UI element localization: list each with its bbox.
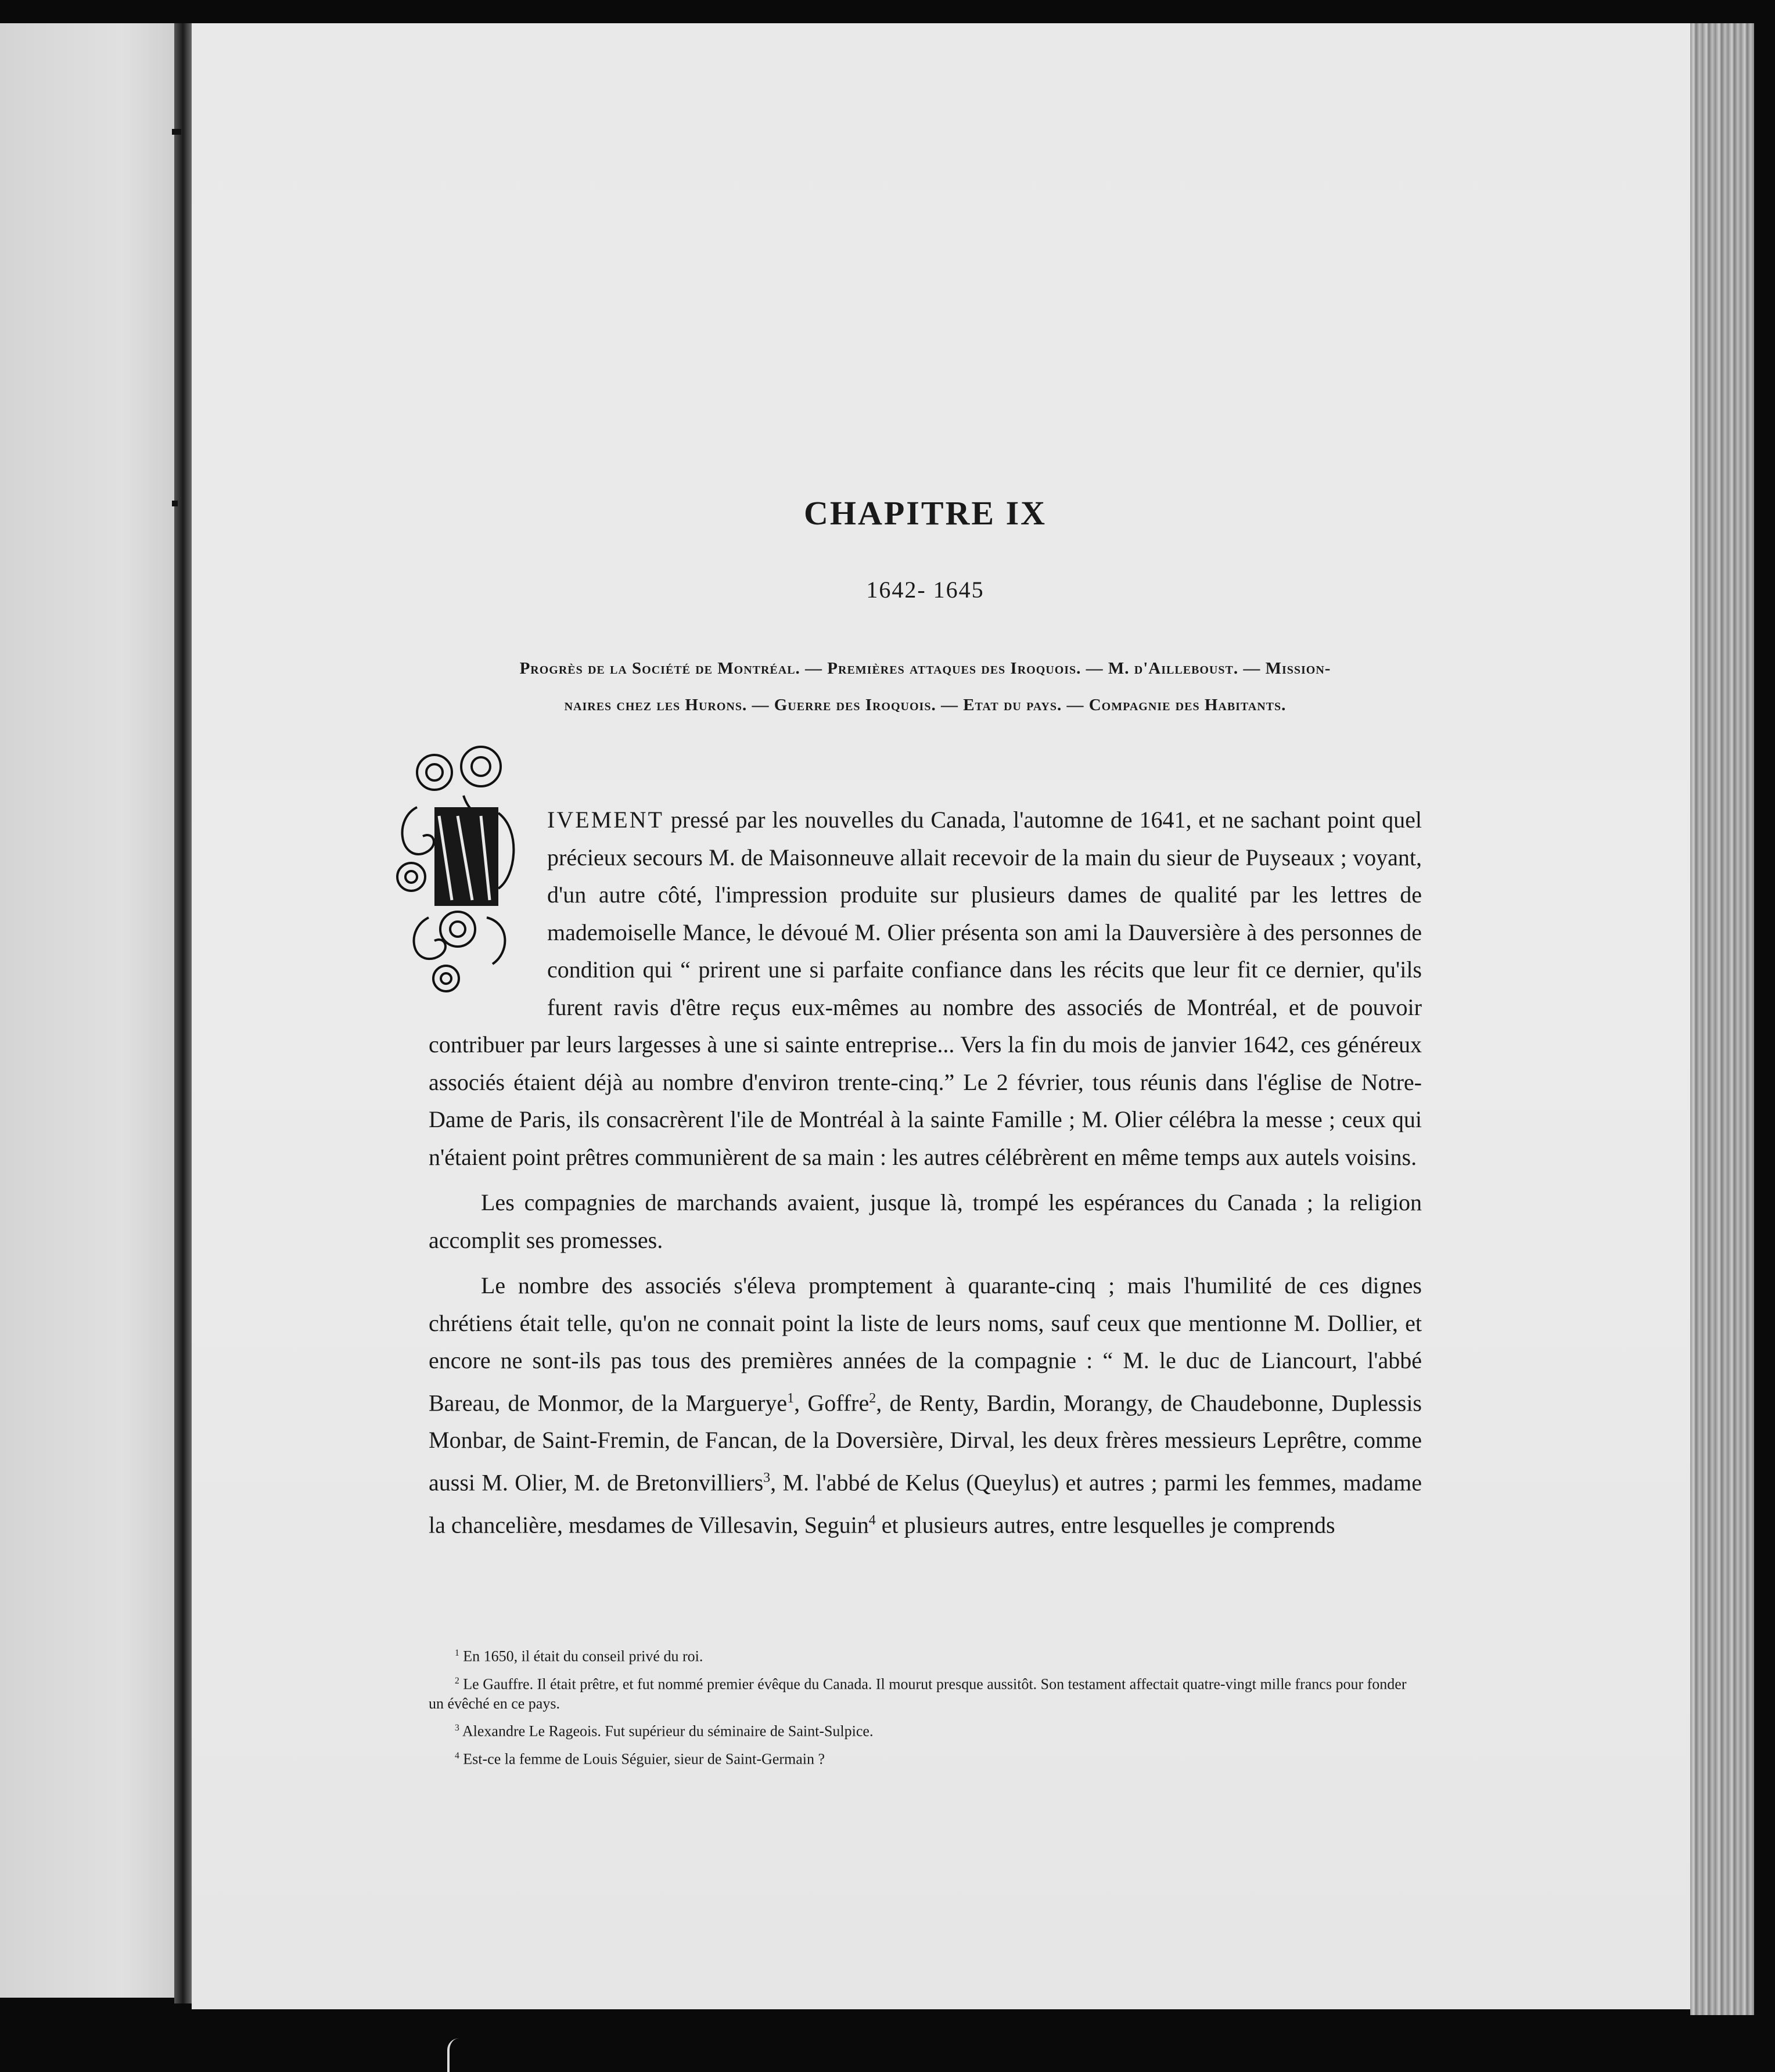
paragraph <box>429 1267 1422 1544</box>
chapter-summary <box>429 650 1422 724</box>
page-curl <box>447 2038 461 2072</box>
footnote-ref: 4 <box>868 1512 876 1528</box>
footnote-ref: 1 <box>787 1390 795 1406</box>
summary-line: Progrès de la Société de Montréal. — Premières attaques des Iroquois. — M. d'Ailleboust. — Mission- <box>519 659 1331 678</box>
book-spine <box>174 23 192 2003</box>
chapter-title: CHAPITRE IX <box>803 494 1047 532</box>
binding-mark <box>172 129 181 135</box>
paragraph-text: , de Renty, Bardin, Morangy, de Chaudebonne, Duplessis Monbar, de Saint-Fremin, de Fancan, de la Doversière, Dirval, les deux frères messieurs Leprêtre, comme aussi M. Olier, M. de Bretonvilliers <box>429 1389 1422 1496</box>
footnote: $^2$ Le Gauffre. Il était prêtre, et fut nommé premier évêque du Canada. Il mourut presque aussitôt. Son testament affectait quatre-vingt mille francs pour fonder un évêché en ce pays. <box>429 1675 1407 1713</box>
footnote-ref: 3 <box>763 1470 771 1485</box>
paragraph-text: et plusieurs autres, entre lesquelles je comprends <box>875 1511 1335 1538</box>
footnote: $^4$ Est-ce la femme de Louis Séguier, sieur de Saint-Germain ? <box>455 1750 825 1768</box>
summary-line: naires chez les Hurons. — Guerre des Iroquois. — Etat du pays. — Compagnie des Habitants. <box>564 696 1287 714</box>
body-text <box>429 801 1422 1552</box>
paragraph-text: pressé par les nouvelles du Canada, l'automne de 1641, et ne sachant point quel précieux secours M. de Maisonneuve allait recevoir de la main du sieur de Puyseaux ; voyant, d'un autre côté, l'impression produite sur plusieurs dames de qualité par les lettres de mademoiselle Mance, le dévoué M. Olier présenta son ami la Dauversière à des personnes de condition qui “ prirent une si parfaite confiance dans les récits que leur fit ce dernier, qu'ils furent ravis d'être reçus eux-mêmes au nombre des associés de Montréal, et de pouvoir contribuer par leurs largesses à une si sainte entreprise... Vers la fin du mois de janvier 1642, ces généreux associés étaient déjà au nombre d'environ trente-cinq.” Le 2 février, tous réunis dans l'église de Notre-Dame de Paris, ils consacrèrent l'ile de Montréal à la sainte Famille ; M. Olier célébra la messe ; ceux qui n'étaient point prêtres communièrent de sa main : les autres célébrèrent en même temps aux autels voisins. <box>429 807 1422 1170</box>
flourish-icon <box>394 743 533 999</box>
page-edges <box>1690 23 1754 2015</box>
paragraph-text: Le nombre des associés s'éleva promptement à quarante-cinq ; mais l'humilité de ces dignes chrétiens était telle, qu'on ne connait point la liste de leurs noms, sauf ceux que mentionne M. Dollier, et encore ne sont-ils pas tous des premières années de la compagnie : “ M. le duc de Liancourt, l'abbé Bareau, de Monmor, de la Marguerye <box>429 1272 1422 1416</box>
paragraph: Les compagnies de marchands avaient, jusque là, trompé les espérances du Canada ; la religion accomplit ses promesses. <box>429 1189 1422 1253</box>
paragraph-text: , Goffre <box>794 1389 869 1416</box>
footnotes <box>429 1643 1422 1774</box>
paragraph <box>429 801 1422 1176</box>
left-page <box>0 23 174 1998</box>
footnote: $^3$ Alexandre Le Rageois. Fut supérieur du séminaire de Saint-Sulpice. <box>455 1722 874 1740</box>
footnote: $^1$ En 1650, il était du conseil privé du roi. <box>455 1647 703 1665</box>
binding-mark <box>172 501 178 506</box>
footnote-ref: 2 <box>869 1390 876 1406</box>
ornamental-dropcap <box>394 743 533 999</box>
opening-word: IVEMENT <box>547 807 664 833</box>
paragraph-text: , M. l'abbé de Kelus (Queylus) et autres ; parmi les femmes, madame la chancelière, mesdames de Villesavin, Seguin <box>429 1469 1422 1538</box>
chapter-years: 1642- 1645 <box>866 577 984 603</box>
